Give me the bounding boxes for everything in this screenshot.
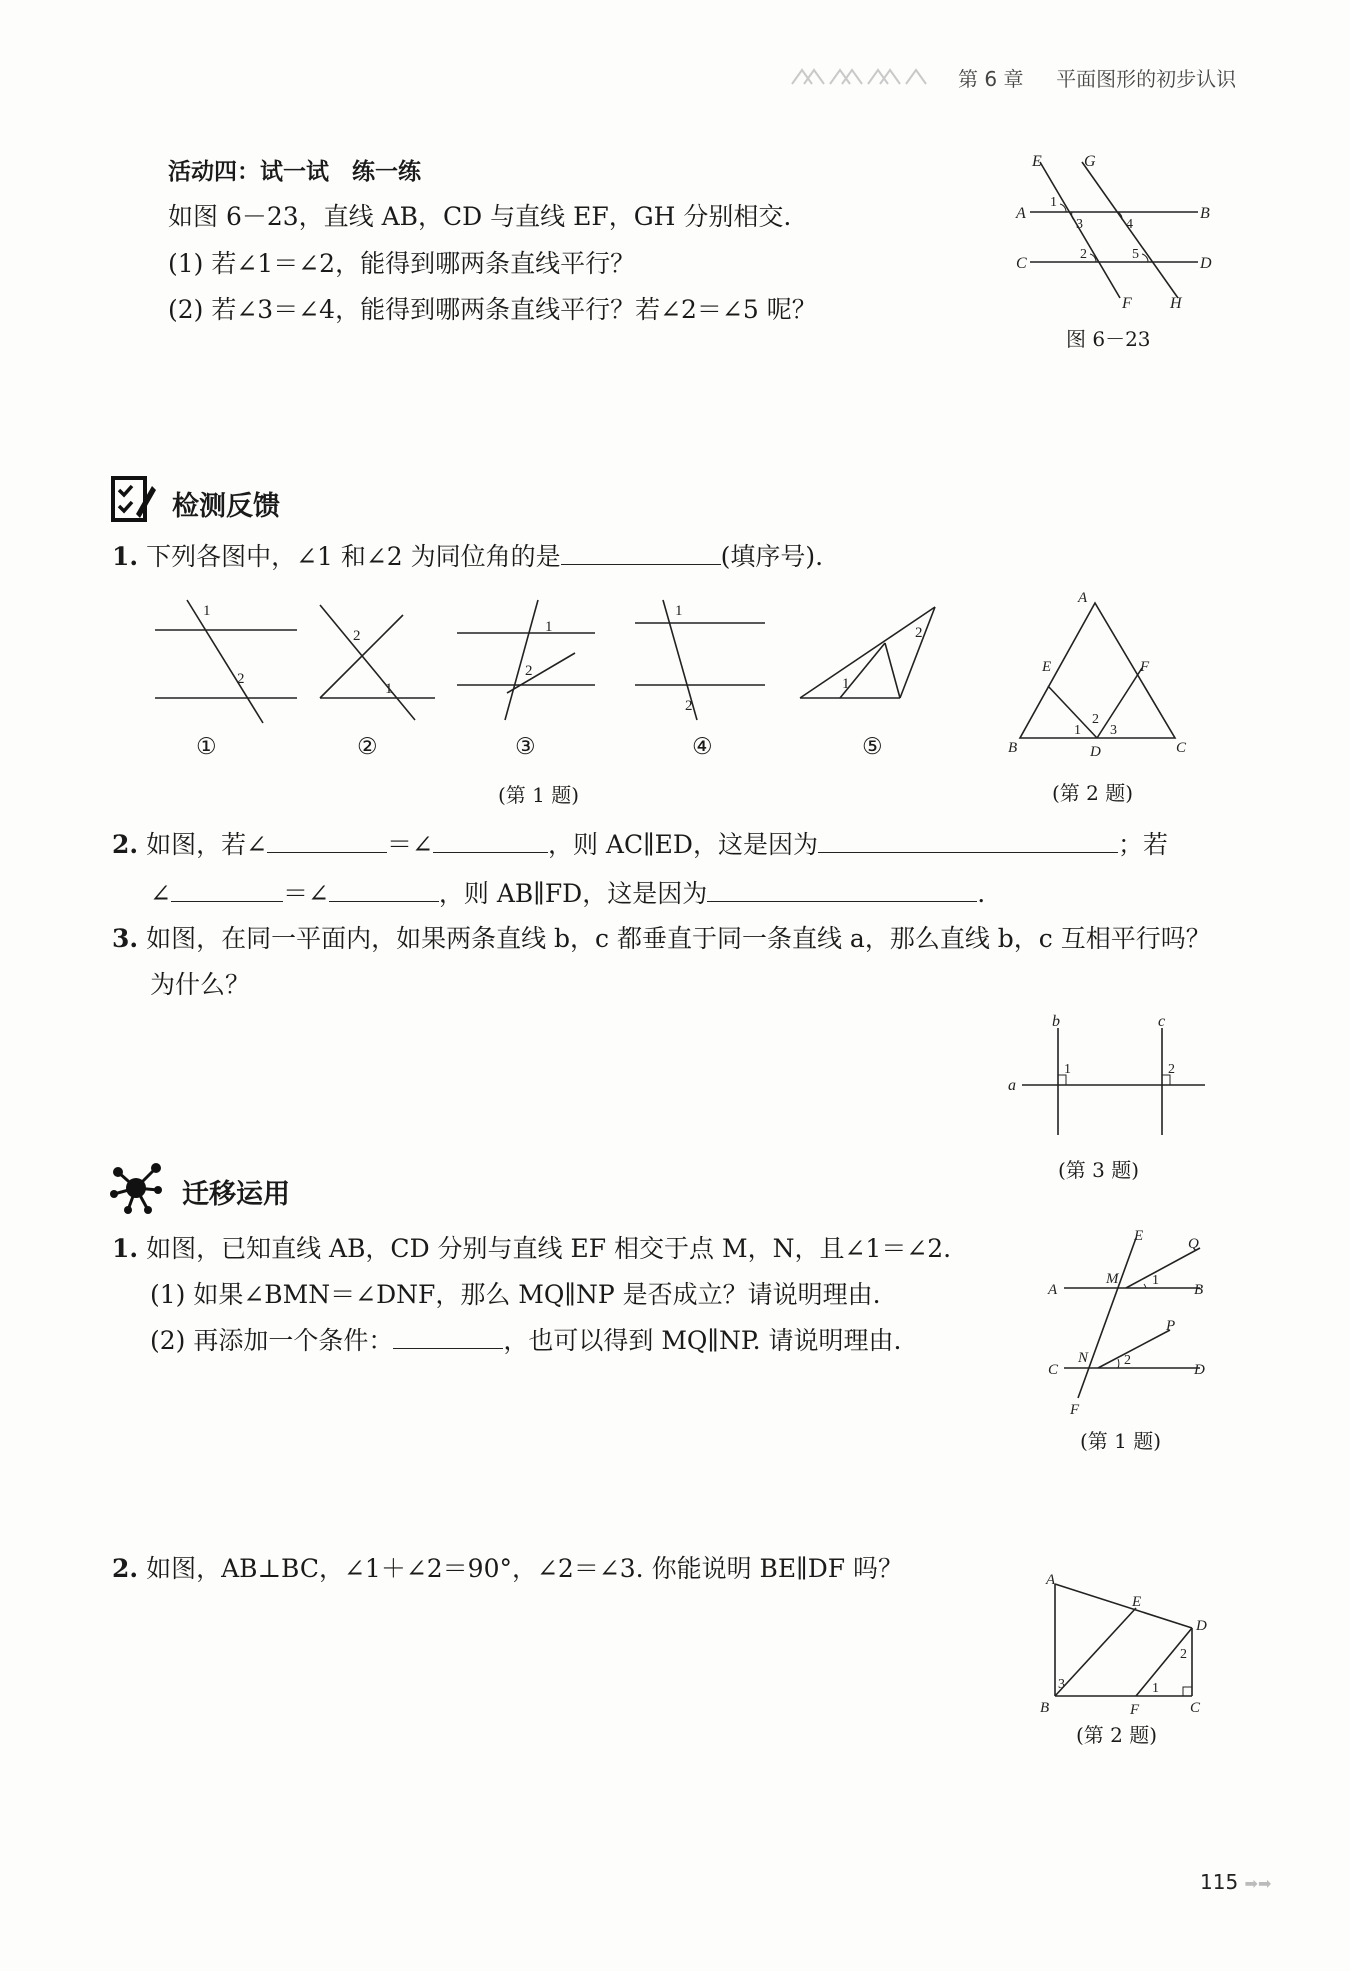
t2-fig-label-C: C [1190, 1700, 1201, 1716]
q2-blank-reason-2[interactable] [707, 877, 977, 902]
q2-fig-label-D: D [1090, 744, 1101, 760]
fig623-label-A: A [1016, 205, 1026, 222]
q1-fig4-angle-1: 1 [675, 603, 683, 619]
q2-blank-reason-1[interactable] [818, 828, 1118, 853]
t2-fig-angle-2: 2 [1180, 1647, 1187, 1662]
t2-fig-angle-3: 3 [1058, 1677, 1065, 1692]
q3-fig-label-c: c [1158, 1013, 1166, 1030]
feedback-q3-perpendicular-diagram [1000, 1010, 1215, 1140]
q2-fig-label-C: C [1176, 740, 1187, 756]
fig623-label-H: H [1170, 295, 1182, 312]
feedback-q2-text-h: . [977, 879, 986, 908]
figure-6-23-diagram [1010, 148, 1210, 318]
feedback-q2-text-a: 如图，若∠ [146, 830, 268, 859]
t1-fig-label-E: E [1134, 1228, 1144, 1244]
fig623-label-D: D [1200, 255, 1212, 272]
page-number: 115 [1200, 1870, 1239, 1894]
q1-fig-number-3: ③ [515, 734, 536, 760]
q1-fig3-angle-2: 2 [525, 663, 533, 679]
feedback-q2-text-e: ∠ [150, 879, 171, 908]
t2-fig-label-A: A [1046, 1572, 1056, 1588]
transfer-q1-figure [1040, 1228, 1220, 1418]
activity-line-3: (2) 若∠3＝∠4，能得到哪两条直线平行？若∠2＝∠5 呢？ [168, 295, 817, 324]
q2-fig-label-F: F [1140, 659, 1150, 675]
q1-fig5-angle-1: 1 [842, 676, 850, 692]
fig623-angle-4: 4 [1126, 217, 1133, 232]
feedback-q2-figure [1000, 588, 1200, 763]
fig623-angle-2: 2 [1080, 247, 1087, 262]
fig623-label-B: B [1200, 205, 1210, 222]
q2-fig-label-B: B [1008, 740, 1018, 756]
fig623-label-E: E [1032, 153, 1042, 170]
transfer-q1-diagram [1040, 1228, 1220, 1418]
activity-line-1: 如图 6－23，直线 AB，CD 与直线 EF，GH 分别相交. [168, 202, 792, 231]
feedback-q1-answer-blank[interactable] [561, 540, 721, 565]
transfer-molecule-icon [108, 1160, 166, 1215]
transfer-q2-number: 2. [112, 1554, 139, 1583]
fig623-label-F: F [1122, 295, 1132, 312]
t1-fig-label-B: B [1194, 1282, 1204, 1298]
q1-fig-number-2: ② [357, 734, 378, 760]
feedback-check-icon [110, 474, 156, 524]
q1-fig5-angle-2: 2 [915, 625, 923, 641]
q1-fig4-angle-2: 2 [685, 698, 693, 714]
q2-fig-angle-2: 2 [1092, 712, 1099, 727]
transfer-q1-number: 1. [112, 1234, 139, 1263]
q1-fig-number-1: ① [196, 734, 217, 760]
t2-fig-label-B: B [1040, 1700, 1050, 1716]
q1-fig2-angle-2: 2 [353, 628, 361, 644]
activity-heading: 活动四：试一试 练一练 [168, 159, 421, 185]
q3-fig-angle-2: 2 [1168, 1062, 1175, 1077]
q2-fig-angle-3: 3 [1110, 723, 1117, 738]
feedback-q2-number: 2. [112, 830, 139, 859]
q2-blank-1[interactable] [267, 828, 387, 853]
t1-fig-label-D: D [1194, 1362, 1205, 1378]
feedback-q1-text-end: (填序号). [720, 542, 824, 571]
transfer-q1-condition-blank[interactable] [393, 1324, 503, 1349]
figure-6-23 [1010, 148, 1210, 318]
next-arrows-icon: ➡➡ [1244, 1874, 1272, 1893]
q3-figure-caption: (第 3 题) [1058, 1158, 1140, 1182]
feedback-q1-figures [145, 595, 965, 725]
transfer-q2-figure [1030, 1568, 1220, 1718]
fig623-label-C: C [1016, 255, 1027, 272]
feedback-q3-line-1: 如图，在同一平面内，如果两条直线 b，c 都垂直于同一条直线 a，那么直线 b，c 互相平行吗？ [146, 924, 1211, 953]
q3-fig-label-a: a [1008, 1077, 1016, 1094]
q3-fig-label-b: b [1052, 1013, 1060, 1030]
fig623-angle-5: 5 [1132, 247, 1139, 262]
t1-fig-label-P: P [1166, 1318, 1176, 1334]
q2-fig-angle-1: 1 [1074, 723, 1081, 738]
transfer-q1-line-3b: ，也可以得到 MQ∥NP. 请说明理由. [503, 1326, 902, 1355]
t1-fig-label-N: N [1078, 1350, 1089, 1366]
t1-fig-label-Q: Q [1188, 1236, 1199, 1252]
q2-blank-2[interactable] [433, 828, 548, 853]
feedback-q3-number: 3. [112, 924, 139, 953]
t2-fig-label-F: F [1130, 1702, 1140, 1718]
fig623-angle-3: 3 [1076, 217, 1083, 232]
t1-fig-label-A: A [1048, 1282, 1058, 1298]
feedback-q1-text: 下列各图中，∠1 和∠2 为同位角的是 [146, 542, 561, 571]
t1-fig-label-F: F [1070, 1402, 1080, 1418]
header-title: 平面图形的初步认识 [1056, 67, 1237, 91]
t1-fig-label-C: C [1048, 1362, 1059, 1378]
checklist-pen-icon [110, 474, 156, 524]
transfer-q1-line-2: (1) 如果∠BMN＝∠DNF，那么 MQ∥NP 是否成立？请说明理由. [150, 1280, 881, 1309]
t2-fig-angle-1: 1 [1152, 1681, 1159, 1696]
q1-fig1-angle-1: 1 [203, 603, 211, 619]
feedback-section-title: 检测反馈 [172, 491, 280, 522]
feedback-q1-figures-diagram [145, 595, 965, 725]
fig623-label-G: G [1084, 153, 1096, 170]
transfer-section-title: 迁移运用 [182, 1179, 290, 1210]
fig623-angle-1: 1 [1050, 195, 1057, 210]
q3-fig-angle-1: 1 [1064, 1062, 1071, 1077]
transfer-q1-line-3a: (2) 再添加一个条件： [150, 1326, 394, 1355]
transfer-q1-line-1: 如图，已知直线 AB，CD 分别与直线 EF 相交于点 M，N，且∠1＝∠2. [146, 1234, 952, 1263]
feedback-q3-figure [1000, 1010, 1215, 1140]
header-triangle-pattern [790, 66, 940, 86]
header-decoration [790, 66, 940, 86]
q1-fig3-angle-1: 1 [545, 619, 553, 635]
feedback-q2-triangle-diagram [1000, 588, 1200, 763]
molecule-icon [108, 1160, 166, 1215]
t1-fig-label-M: M [1106, 1271, 1119, 1287]
transfer-q2-text: 如图，AB⊥BC，∠1＋∠2＝90°，∠2＝∠3. 你能说明 BE∥DF 吗？ [146, 1554, 904, 1583]
t1-fig-angle-2: 2 [1124, 1353, 1131, 1368]
q1-fig2-angle-1: 1 [385, 681, 393, 697]
t1-fig-angle-1: 1 [1152, 1273, 1159, 1288]
feedback-q2-text-d: ；若 [1117, 830, 1168, 859]
t2-fig-label-E: E [1132, 1594, 1142, 1610]
feedback-q2-text-f: ＝∠ [282, 879, 329, 908]
q1-fig1-angle-2: 2 [237, 671, 245, 687]
figure-6-23-caption: 图 6－23 [1066, 327, 1151, 351]
feedback-q3-line-2: 为什么？ [150, 970, 251, 999]
t2-fig-label-D: D [1196, 1618, 1207, 1634]
q2-blank-3[interactable] [171, 877, 283, 902]
transfer-q2-figure-caption: (第 2 题) [1076, 1723, 1158, 1747]
transfer-q1-figure-caption: (第 1 题) [1080, 1429, 1162, 1453]
transfer-q2-diagram [1030, 1568, 1220, 1718]
q1-fig-number-5: ⑤ [862, 734, 883, 760]
q2-figure-caption: (第 2 题) [1052, 781, 1134, 805]
feedback-q2-text-c: ，则 AC∥ED，这是因为 [547, 830, 818, 859]
activity-line-2: (1) 若∠1＝∠2，能得到哪两条直线平行？ [168, 249, 636, 278]
header-chapter: 第 6 章 [958, 67, 1024, 91]
feedback-q2-text-g: ，则 AB∥FD，这是因为 [438, 879, 708, 908]
feedback-q1-number: 1. [112, 542, 139, 571]
q1-figure-caption: (第 1 题) [498, 783, 580, 807]
feedback-q2-text-b: ＝∠ [387, 830, 433, 859]
q1-fig-number-4: ④ [692, 734, 713, 760]
q2-fig-label-A: A [1078, 590, 1088, 606]
q2-blank-4[interactable] [329, 877, 439, 902]
q2-fig-label-E: E [1042, 659, 1052, 675]
